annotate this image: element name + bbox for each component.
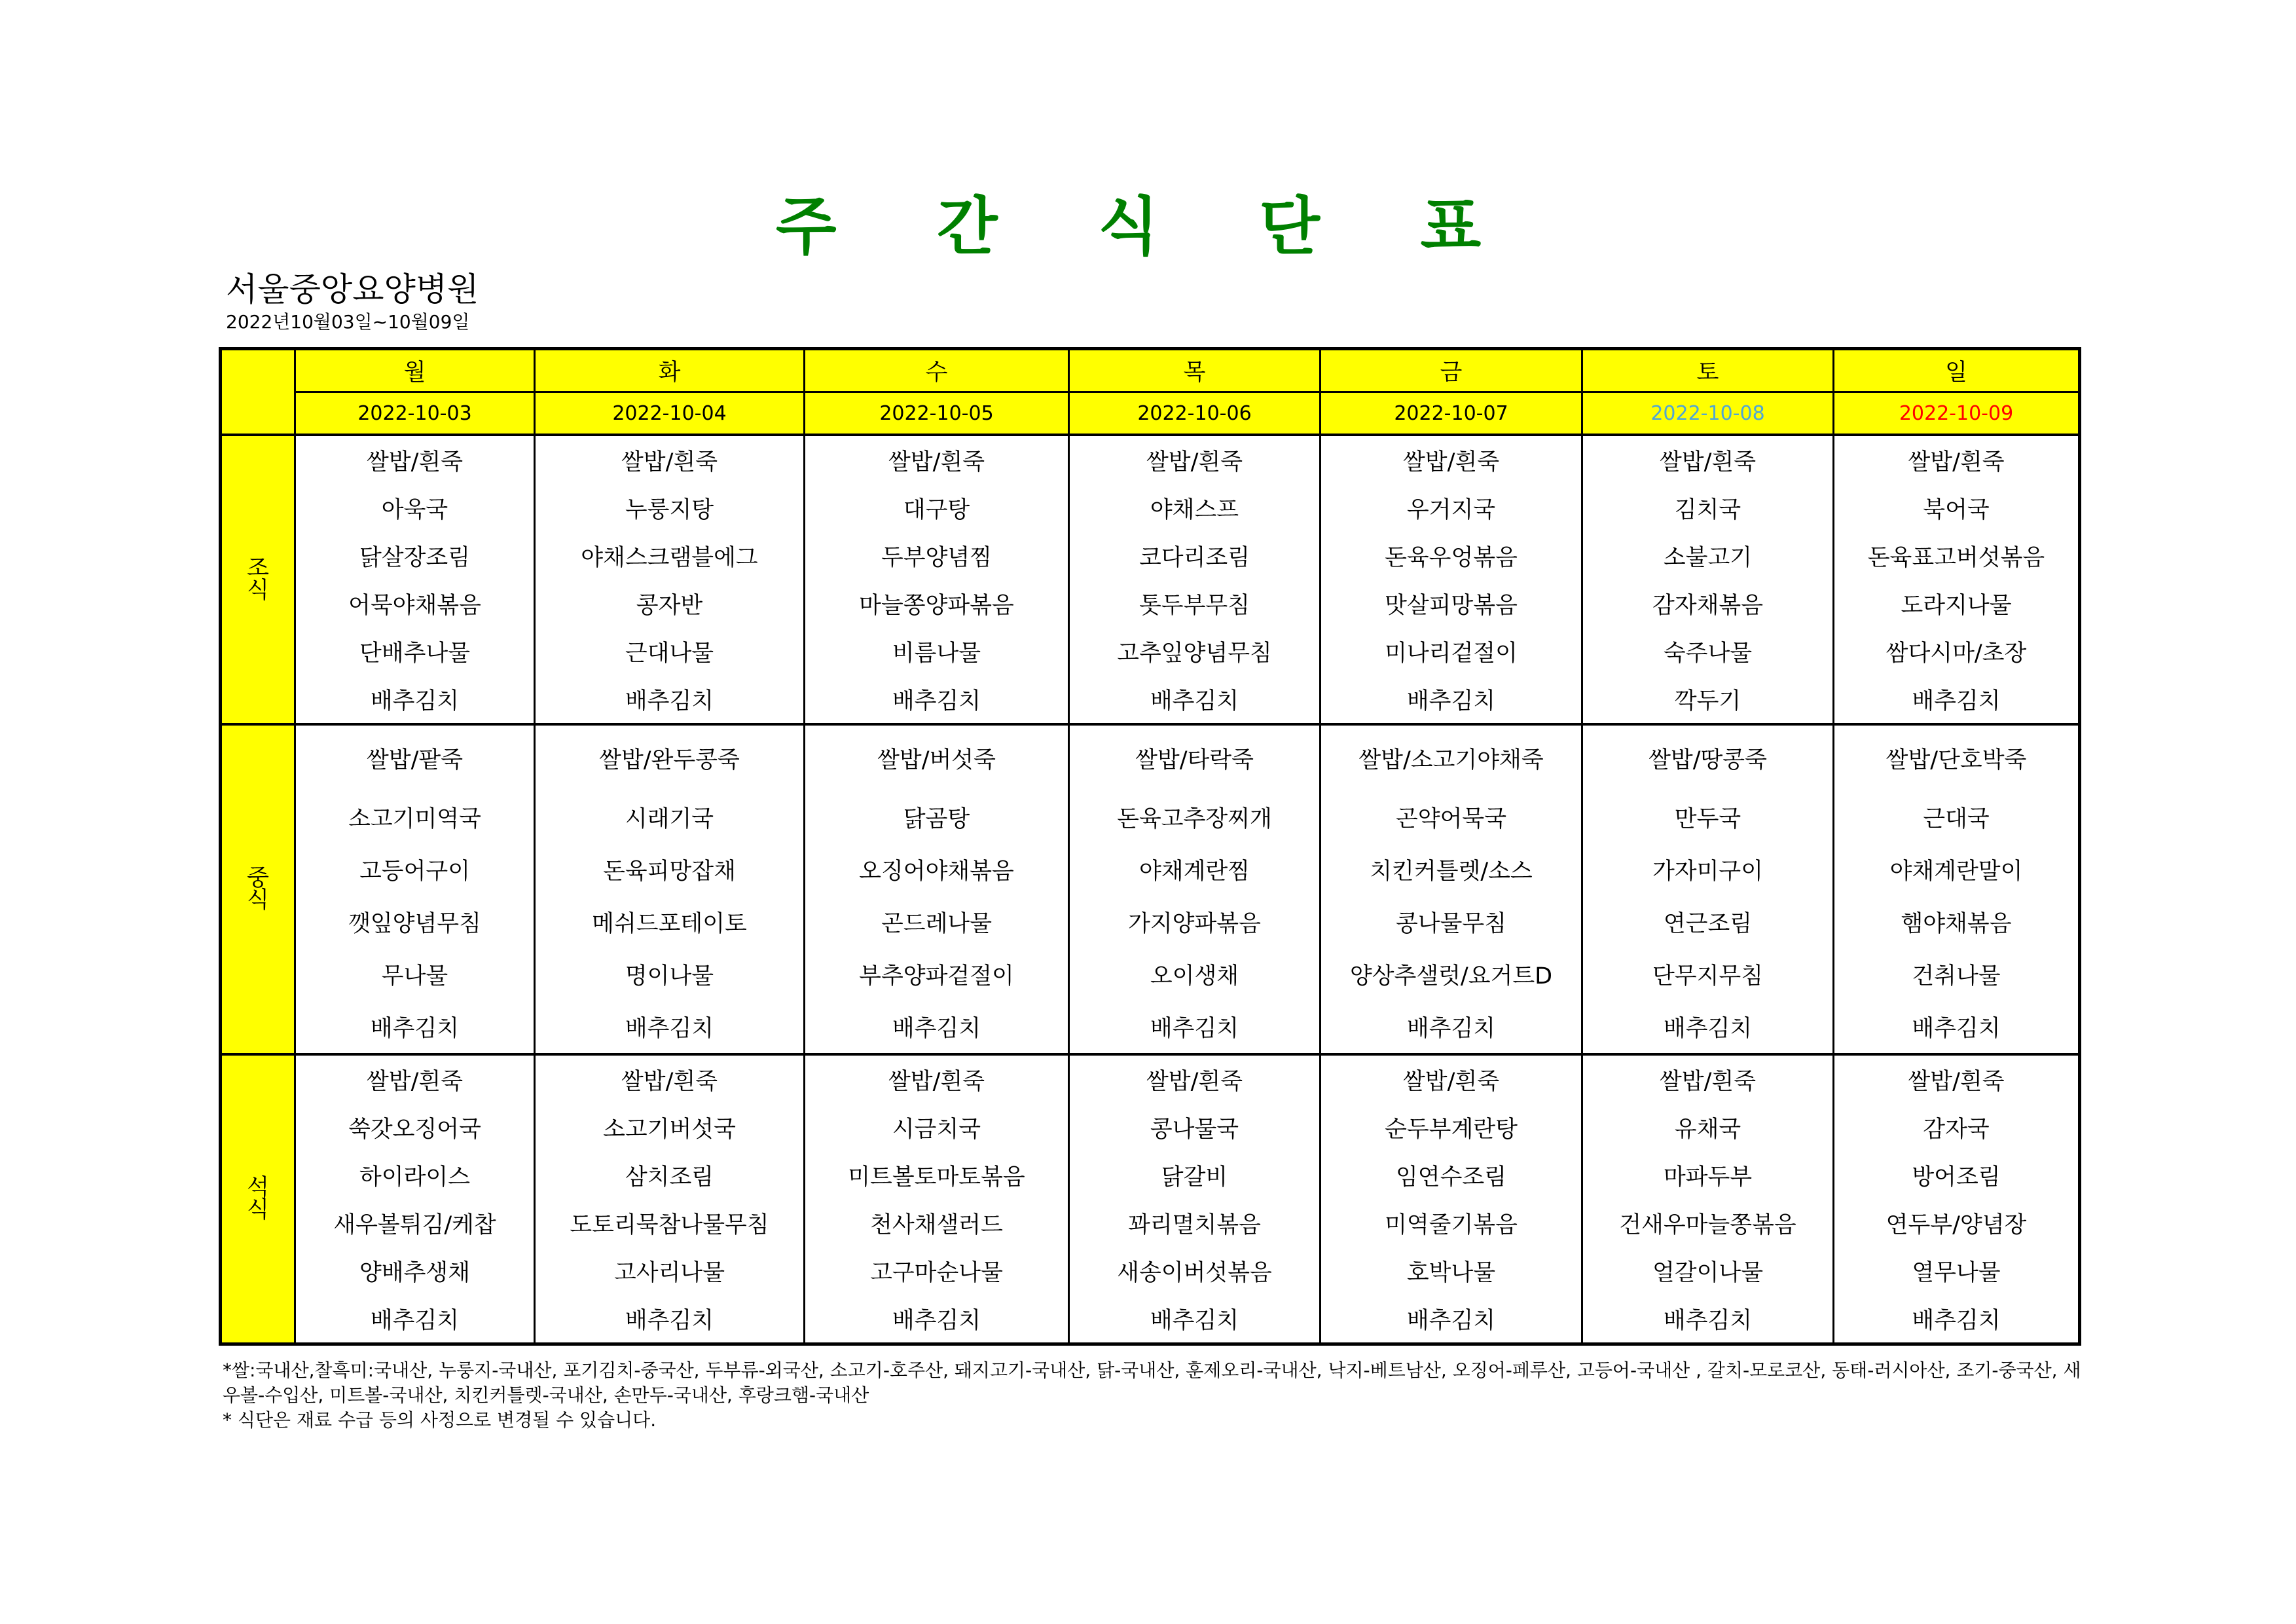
menu-item: 쌀밥/완두콩죽 <box>535 724 805 791</box>
menu-item: 시래기국 <box>535 791 805 843</box>
menu-item: 콩자반 <box>535 580 805 627</box>
menu-item: 어묵야채볶음 <box>295 580 535 627</box>
menu-item: 야채스프 <box>1069 484 1321 532</box>
menu-item: 쌀밥/흰죽 <box>1069 435 1321 484</box>
footnotes <box>223 1358 2088 1433</box>
menu-item: 치킨커틀렛/소스 <box>1321 843 1582 896</box>
menu-item: 만두국 <box>1582 791 1834 843</box>
menu-item: 쌀밥/땅콩죽 <box>1582 724 1834 791</box>
menu-item: 야채계란찜 <box>1069 843 1321 896</box>
menu-item: 배추김치 <box>1069 675 1321 724</box>
menu-item: 배추김치 <box>805 1001 1069 1054</box>
menu-item: 비름나물 <box>805 627 1069 675</box>
menu-item: 배추김치 <box>295 1295 535 1344</box>
menu-item: 순두부계란탕 <box>1321 1103 1582 1151</box>
menu-item: 새우볼튀김/케찹 <box>295 1199 535 1247</box>
day-date: 2022-10-03 <box>295 392 535 435</box>
menu-item: 콩나물국 <box>1069 1103 1321 1151</box>
menu-item: 닭갈비 <box>1069 1151 1321 1199</box>
menu-item: 배추김치 <box>805 1295 1069 1344</box>
menu-item: 쌀밥/버섯죽 <box>805 724 1069 791</box>
menu-item: 햄야채볶음 <box>1834 896 2080 948</box>
menu-item: 배추김치 <box>1834 1001 2080 1054</box>
menu-item: 미나리겉절이 <box>1321 627 1582 675</box>
weekly-menu-table <box>219 347 2081 1346</box>
menu-item: 소고기버섯국 <box>535 1103 805 1151</box>
weekday-header-row <box>221 349 2080 392</box>
menu-item: 톳두부무침 <box>1069 580 1321 627</box>
menu-item: 돈육피망잡채 <box>535 843 805 896</box>
day-name: 수 <box>805 349 1069 392</box>
lunch-row <box>221 724 2080 791</box>
menu-item: 코다리조림 <box>1069 532 1321 580</box>
day-date: 2022-10-07 <box>1321 392 1582 435</box>
lunch-row <box>221 843 2080 896</box>
menu-item: 얼갈이나물 <box>1582 1247 1834 1295</box>
menu-item: 방어조림 <box>1834 1151 2080 1199</box>
change-note: * 식단은 재료 수급 등의 사정으로 변경될 수 있습니다. <box>223 1409 657 1431</box>
menu-item: 미역줄기볶음 <box>1321 1199 1582 1247</box>
menu-item: 양배추생채 <box>295 1247 535 1295</box>
menu-period: 2022년10월03일~10월09일 <box>226 311 470 333</box>
menu-item: 감자채볶음 <box>1582 580 1834 627</box>
menu-item: 쌀밥/흰죽 <box>805 435 1069 484</box>
menu-item: 두부양념찜 <box>805 532 1069 580</box>
menu-item: 도토리묵참나물무침 <box>535 1199 805 1247</box>
menu-item: 건새우마늘쫑볶음 <box>1582 1199 1834 1247</box>
lunch-row <box>221 896 2080 948</box>
menu-item: 근대나물 <box>535 627 805 675</box>
day-name: 금 <box>1321 349 1582 392</box>
dinner-row <box>221 1295 2080 1344</box>
menu-item: 쌀밥/흰죽 <box>1321 1054 1582 1103</box>
sunday-date: 2022-10-09 <box>1834 392 2080 435</box>
menu-item: 북어국 <box>1834 484 2080 532</box>
menu-item: 배추김치 <box>1069 1295 1321 1344</box>
menu-item: 천사채샐러드 <box>805 1199 1069 1247</box>
menu-item: 우거지국 <box>1321 484 1582 532</box>
menu-item: 배추김치 <box>1321 1295 1582 1344</box>
menu-item: 마늘쫑양파볶음 <box>805 580 1069 627</box>
menu-item: 무나물 <box>295 948 535 1001</box>
menu-item: 곤약어묵국 <box>1321 791 1582 843</box>
breakfast-row <box>221 675 2080 724</box>
breakfast-row <box>221 435 2080 484</box>
menu-item: 건취나물 <box>1834 948 2080 1001</box>
menu-item: 쌀밥/흰죽 <box>1321 435 1582 484</box>
lunch-row <box>221 948 2080 1001</box>
menu-item: 쌀밥/흰죽 <box>1834 435 2080 484</box>
menu-item: 부추양파겉절이 <box>805 948 1069 1001</box>
menu-item: 대구탕 <box>805 484 1069 532</box>
menu-item: 쌀밥/흰죽 <box>1582 1054 1834 1103</box>
menu-item: 쌀밥/팥죽 <box>295 724 535 791</box>
breakfast-row <box>221 484 2080 532</box>
breakfast-row <box>221 627 2080 675</box>
lunch-row <box>221 1001 2080 1054</box>
menu-item: 쌀밥/흰죽 <box>535 435 805 484</box>
menu-item: 고추잎양념무침 <box>1069 627 1321 675</box>
menu-item: 열무나물 <box>1834 1247 2080 1295</box>
menu-item: 단배추나물 <box>295 627 535 675</box>
menu-item: 콩나물무침 <box>1321 896 1582 948</box>
day-name: 월 <box>295 349 535 392</box>
day-date: 2022-10-06 <box>1069 392 1321 435</box>
menu-item: 배추김치 <box>535 1001 805 1054</box>
lunch-row <box>221 791 2080 843</box>
dinner-row <box>221 1151 2080 1199</box>
day-name: 일 <box>1834 349 2080 392</box>
day-date: 2022-10-04 <box>535 392 805 435</box>
saturday-date: 2022-10-08 <box>1582 392 1834 435</box>
breakfast-row <box>221 532 2080 580</box>
menu-item: 양상추샐럿/요거트D <box>1321 948 1582 1001</box>
menu-item: 쌀밥/흰죽 <box>1582 435 1834 484</box>
dinner-row <box>221 1054 2080 1103</box>
menu-item: 깻잎양념무침 <box>295 896 535 948</box>
menu-item: 가지양파볶음 <box>1069 896 1321 948</box>
menu-item: 배추김치 <box>1582 1001 1834 1054</box>
menu-item: 배추김치 <box>295 675 535 724</box>
day-name: 토 <box>1582 349 1834 392</box>
menu-item: 고사리나물 <box>535 1247 805 1295</box>
menu-item: 배추김치 <box>1834 1295 2080 1344</box>
menu-item: 아욱국 <box>295 484 535 532</box>
menu-item: 시금치국 <box>805 1103 1069 1151</box>
day-name: 목 <box>1069 349 1321 392</box>
menu-item: 오징어야채볶음 <box>805 843 1069 896</box>
menu-item: 닭곰탕 <box>805 791 1069 843</box>
menu-item: 하이라이스 <box>295 1151 535 1199</box>
menu-item: 야채스크램블에그 <box>535 532 805 580</box>
day-date: 2022-10-05 <box>805 392 1069 435</box>
menu-item: 꽈리멸치볶음 <box>1069 1199 1321 1247</box>
menu-item: 유채국 <box>1582 1103 1834 1151</box>
menu-item: 명이나물 <box>535 948 805 1001</box>
menu-item: 쌀밥/흰죽 <box>295 435 535 484</box>
menu-item: 숙주나물 <box>1582 627 1834 675</box>
dinner-row <box>221 1247 2080 1295</box>
menu-item: 새송이버섯볶음 <box>1069 1247 1321 1295</box>
menu-item: 쌀밥/단호박죽 <box>1834 724 2080 791</box>
menu-item: 가자미구이 <box>1582 843 1834 896</box>
menu-item: 배추김치 <box>295 1001 535 1054</box>
menu-item: 누룽지탕 <box>535 484 805 532</box>
menu-item: 배추김치 <box>1069 1001 1321 1054</box>
menu-item: 호박나물 <box>1321 1247 1582 1295</box>
lunch-label <box>221 724 295 1054</box>
menu-item: 쑥갓오징어국 <box>295 1103 535 1151</box>
menu-item: 깍두기 <box>1582 675 1834 724</box>
menu-item: 감자국 <box>1834 1103 2080 1151</box>
breakfast-label <box>221 435 295 724</box>
breakfast-row <box>221 580 2080 627</box>
menu-item: 쌀밥/흰죽 <box>295 1054 535 1103</box>
origin-note: *쌀:국내산,찰흑미:국내산, 누룽지-국내산, 포기김치-중국산, 두부류-외국산, 소고기-호주산, 돼지고기-국내산, 닭-국내산, 훈제오리-국내산, 낙지-베트남산, 오징어-페루산, 고등어-국내산 , 갈치-모로코산, 동태-러시아산, 조기-중국산, 새우볼-수입산, 미트볼-국내산, 치킨커틀렛-국내산, 손만두-국내산, 후랑크햄-국내산 <box>223 1359 2081 1406</box>
menu-item: 도라지나물 <box>1834 580 2080 627</box>
menu-item: 배추김치 <box>1321 1001 1582 1054</box>
menu-item: 고등어구이 <box>295 843 535 896</box>
menu-item: 쌀밥/흰죽 <box>1834 1054 2080 1103</box>
menu-item: 연두부/양념장 <box>1834 1199 2080 1247</box>
menu-item: 닭살장조림 <box>295 532 535 580</box>
menu-item: 배추김치 <box>1321 675 1582 724</box>
hospital-name: 서울중앙요양병원 <box>226 270 479 308</box>
menu-item: 연근조림 <box>1582 896 1834 948</box>
dinner-row <box>221 1103 2080 1151</box>
menu-item: 쌀밥/타락죽 <box>1069 724 1321 791</box>
menu-item: 배추김치 <box>1834 675 2080 724</box>
menu-item: 삼치조림 <box>535 1151 805 1199</box>
menu-item: 돈육표고버섯볶음 <box>1834 532 2080 580</box>
meal-label-text: 조식 <box>247 555 269 604</box>
menu-item: 고구마순나물 <box>805 1247 1069 1295</box>
menu-item: 쌀밥/흰죽 <box>805 1054 1069 1103</box>
date-header-row <box>221 392 2080 435</box>
menu-item: 쌀밥/흰죽 <box>1069 1054 1321 1103</box>
day-name: 화 <box>535 349 805 392</box>
menu-item: 배추김치 <box>1582 1295 1834 1344</box>
menu-item: 근대국 <box>1834 791 2080 843</box>
menu-item: 단무지무침 <box>1582 948 1834 1001</box>
menu-item: 마파두부 <box>1582 1151 1834 1199</box>
menu-item: 쌈다시마/초장 <box>1834 627 2080 675</box>
menu-item: 임연수조림 <box>1321 1151 1582 1199</box>
menu-item: 돈육고추장찌개 <box>1069 791 1321 843</box>
menu-item: 배추김치 <box>805 675 1069 724</box>
menu-item: 배추김치 <box>535 1295 805 1344</box>
menu-item: 미트볼토마토볶음 <box>805 1151 1069 1199</box>
menu-item: 소고기미역국 <box>295 791 535 843</box>
dinner-label <box>221 1054 295 1344</box>
menu-item: 소불고기 <box>1582 532 1834 580</box>
menu-item: 오이생채 <box>1069 948 1321 1001</box>
dinner-row <box>221 1199 2080 1247</box>
header-corner <box>221 349 295 435</box>
menu-item: 곤드레나물 <box>805 896 1069 948</box>
menu-item: 배추김치 <box>535 675 805 724</box>
meal-label-text: 석식 <box>247 1175 269 1223</box>
menu-item: 야채계란말이 <box>1834 843 2080 896</box>
menu-item: 쌀밥/소고기야채죽 <box>1321 724 1582 791</box>
menu-item: 돈육우엉볶음 <box>1321 532 1582 580</box>
menu-item: 쌀밥/흰죽 <box>535 1054 805 1103</box>
meal-label-text: 중식 <box>247 865 269 913</box>
menu-item: 맛살피망볶음 <box>1321 580 1582 627</box>
menu-item: 메쉬드포테이토 <box>535 896 805 948</box>
menu-item: 김치국 <box>1582 484 1834 532</box>
page-title: 주 간 식 단 표 <box>775 190 1521 263</box>
